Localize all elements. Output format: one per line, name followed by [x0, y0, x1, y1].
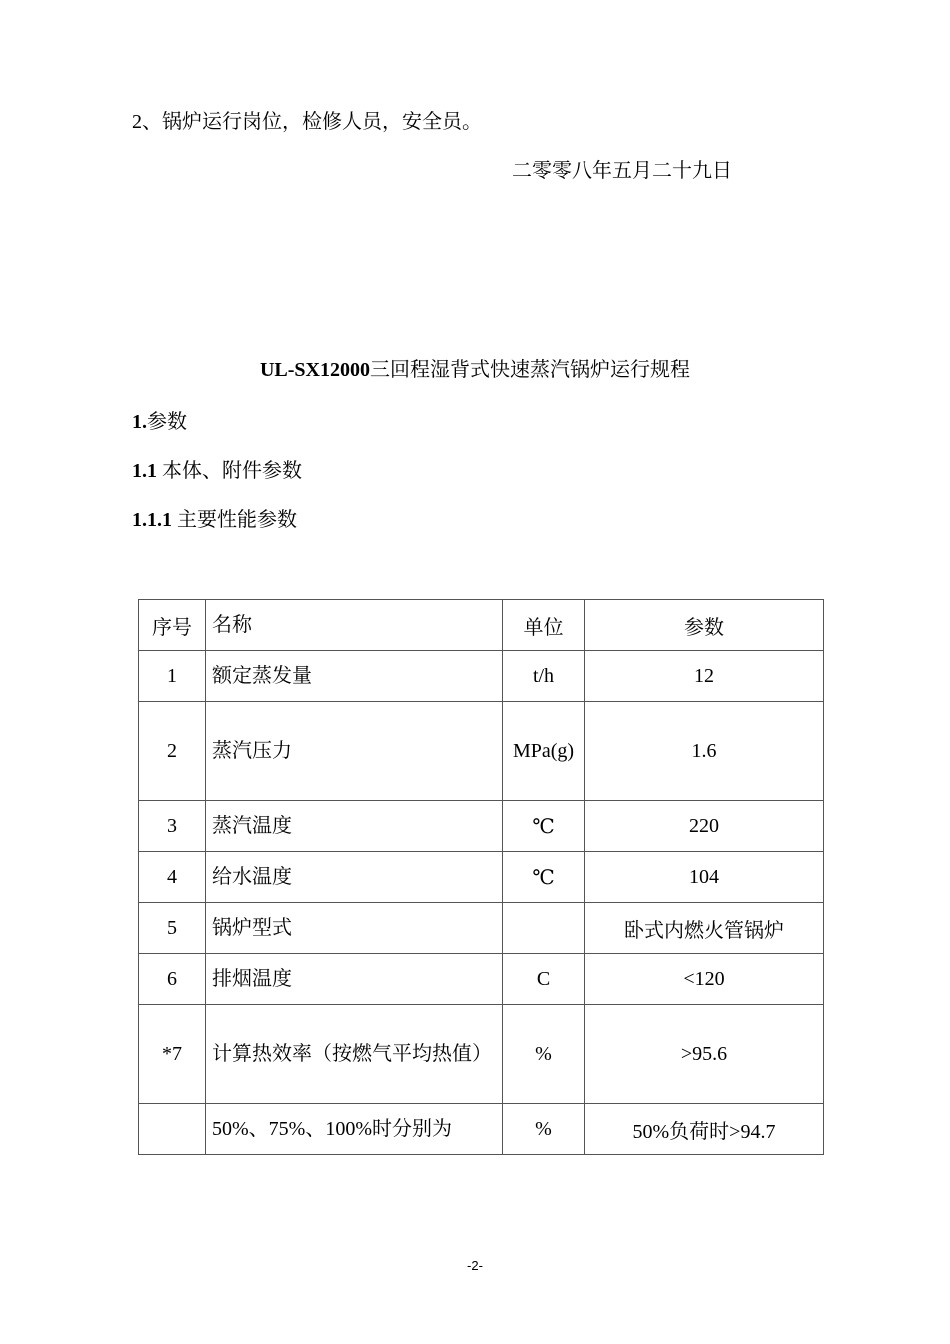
- section-heading-1-1-1: [132, 508, 297, 532]
- row-unit: ℃: [503, 801, 585, 852]
- header-value: 参数: [585, 600, 824, 651]
- section-text: 本体、附件参数: [157, 460, 302, 482]
- section-number: 1.1.1: [132, 509, 172, 531]
- table-row: [139, 1104, 824, 1155]
- intro-paragraph: 2、锅炉运行岗位，检修人员，安全员。: [132, 111, 482, 133]
- header-unit: 单位: [503, 600, 585, 651]
- parameters-table: [138, 599, 824, 1155]
- row-index: 3: [139, 801, 206, 852]
- page-number: -2-: [467, 1258, 483, 1273]
- row-index: 4: [139, 852, 206, 903]
- row-index: 6: [139, 954, 206, 1005]
- row-name: 排烟温度: [206, 954, 503, 1005]
- section-heading-1-1: [132, 459, 302, 483]
- row-name: 蒸汽温度: [206, 801, 503, 852]
- table-header-row: [139, 600, 824, 651]
- row-name: 锅炉型式: [206, 903, 503, 954]
- table-row: [139, 903, 824, 954]
- header-name: 名称: [206, 600, 503, 651]
- row-value: 卧式内燃火管锅炉: [585, 903, 824, 954]
- row-value: 104: [585, 852, 824, 903]
- row-unit: [503, 903, 585, 954]
- row-value: 220: [585, 801, 824, 852]
- document-title: [0, 358, 950, 382]
- row-value: >95.6: [585, 1005, 824, 1104]
- row-unit: ℃: [503, 852, 585, 903]
- row-name: 蒸汽压力: [206, 702, 503, 801]
- table-row: [139, 801, 824, 852]
- row-index: *7: [139, 1005, 206, 1104]
- table-row: [139, 954, 824, 1005]
- header-index: 序号: [139, 600, 206, 651]
- row-value: <120: [585, 954, 824, 1005]
- row-index: 1: [139, 651, 206, 702]
- table-row: [139, 651, 824, 702]
- section-number: 1.1: [132, 460, 157, 482]
- table-row: [139, 852, 824, 903]
- row-index: [139, 1104, 206, 1155]
- row-unit: %: [503, 1005, 585, 1104]
- row-name: 计算热效率（按燃气平均热值）: [206, 1005, 503, 1104]
- row-name: 额定蒸发量: [206, 651, 503, 702]
- row-unit: t/h: [503, 651, 585, 702]
- row-value: 50%负荷时>94.7: [585, 1104, 824, 1155]
- table-row: [139, 702, 824, 801]
- row-value: 1.6: [585, 702, 824, 801]
- row-unit: %: [503, 1104, 585, 1155]
- row-name: 50%、75%、100%时分别为: [206, 1104, 503, 1155]
- document-date: 二零零八年五月二十九日: [512, 160, 732, 182]
- table-row: [139, 1005, 824, 1104]
- section-heading-1: [132, 410, 187, 434]
- row-unit: [503, 702, 585, 801]
- row-index: 5: [139, 903, 206, 954]
- row-index: 2: [139, 702, 206, 801]
- section-text: 参数: [147, 411, 187, 433]
- row-name: 给水温度: [206, 852, 503, 903]
- title-text: 三回程湿背式快速蒸汽锅炉运行规程: [370, 359, 690, 381]
- row-unit-text: MPa(g): [512, 740, 575, 762]
- title-code: UL-SX12000: [259, 359, 370, 381]
- row-value: 12: [585, 651, 824, 702]
- row-unit: C: [503, 954, 585, 1005]
- section-text: 主要性能参数: [172, 509, 297, 531]
- section-number: 1.: [132, 411, 147, 433]
